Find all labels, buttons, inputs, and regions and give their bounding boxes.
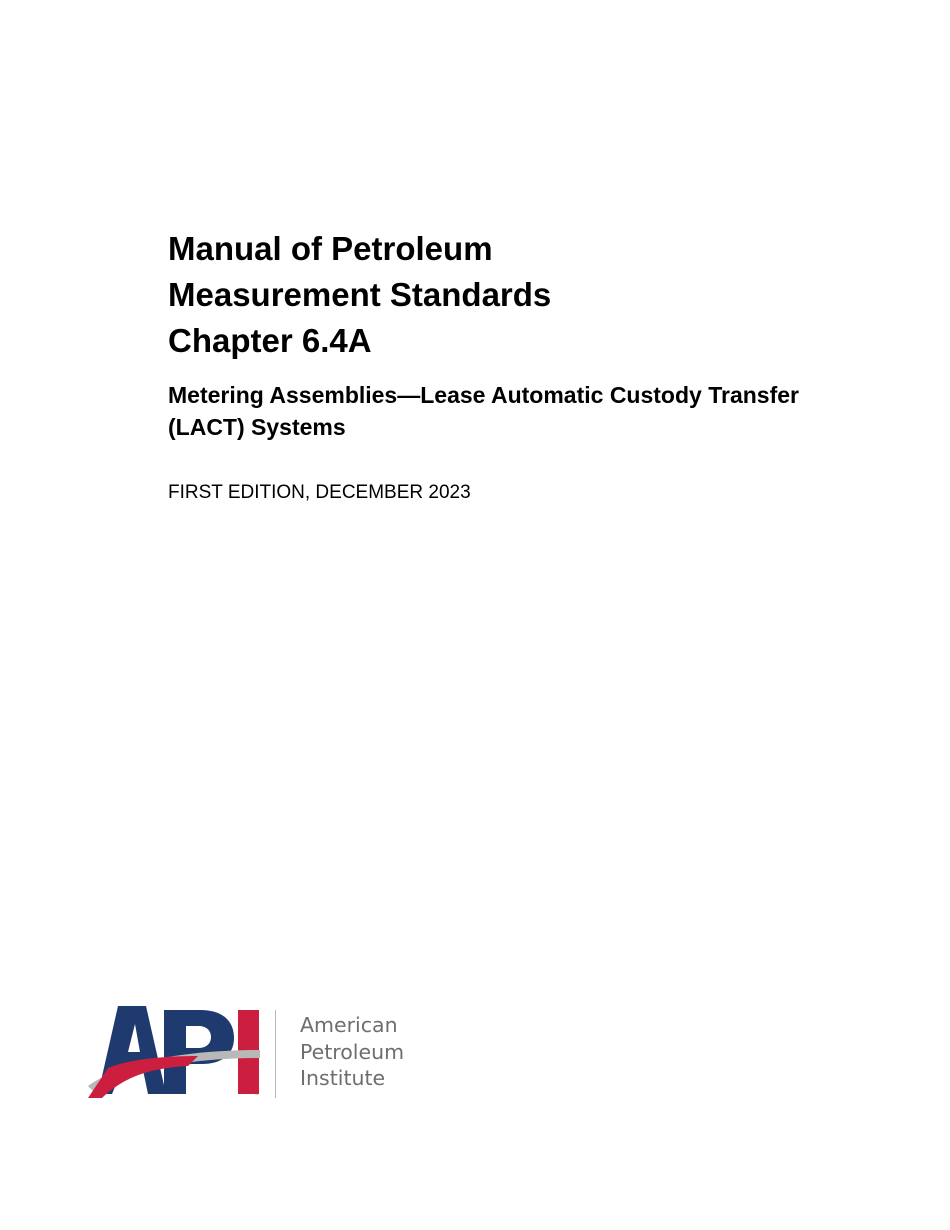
api-logo [88, 1006, 428, 1102]
subtitle-line-1: Metering Assemblies—Lease Automatic Custody Transfer [168, 382, 799, 408]
logo-organization-name [300, 1012, 404, 1092]
logo-name-line-3: Institute [300, 1066, 386, 1090]
api-logo-mark [88, 1006, 263, 1098]
title-line-2: Measurement Standards [168, 276, 552, 313]
logo-trademark: ™ [254, 1093, 259, 1098]
title-line-1: Manual of Petroleum [168, 230, 493, 267]
edition-text: FIRST EDITION, DECEMBER 2023 [168, 482, 471, 503]
logo-name-line-1: American [300, 1013, 398, 1037]
logo-name-line-2: Petroleum [300, 1039, 405, 1064]
document-subtitle [168, 379, 928, 443]
subtitle-line-2: (LACT) Systems [168, 414, 346, 440]
logo-divider [275, 1010, 276, 1098]
title-line-3: Chapter 6.4A [168, 322, 372, 359]
document-title [168, 226, 928, 364]
